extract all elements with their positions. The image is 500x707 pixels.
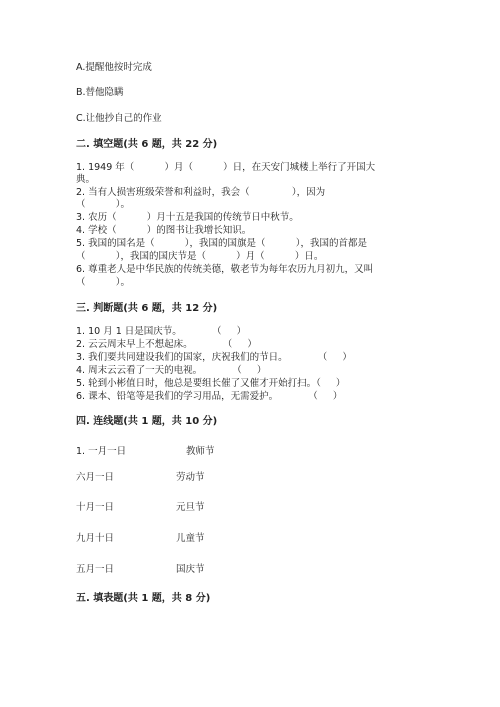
match-date: 五月一日 bbox=[76, 564, 115, 575]
match-holiday: 教师节 bbox=[186, 446, 215, 457]
match-date: 1. 一月一日 bbox=[76, 446, 127, 457]
section-5-title: 五. 填表题(共 1 题，共 8 分) bbox=[76, 593, 211, 604]
match-date: 十月一日 bbox=[76, 502, 115, 513]
judge-line: 6. 课本、铅笔等是我们的学习用品，无需爱护。 （ ） bbox=[76, 391, 343, 402]
option-c: C.让他抄自己的作业 bbox=[76, 113, 162, 124]
fill-line: （ ），我国的国庆节是（ ）月（ ）日。 bbox=[76, 251, 324, 262]
match-holiday: 国庆节 bbox=[176, 564, 205, 575]
fill-line: 6. 尊重老人是中华民族的传统美德，敬老节为每年农历九月初九，又叫 bbox=[76, 264, 374, 275]
match-holiday: 元旦节 bbox=[176, 502, 205, 513]
section-3-title: 三. 判断题(共 6 题，共 12 分) bbox=[76, 303, 218, 314]
fill-line: 3. 农历（ ）月十五是我国的传统节日中秋节。 bbox=[76, 212, 299, 223]
fill-line: （ ）。 bbox=[76, 277, 130, 288]
match-date: 六月一日 bbox=[76, 472, 115, 483]
judge-line: 2. 云云周末早上不想起床。 （ ） bbox=[76, 339, 257, 350]
fill-line: 4. 学校（ ）的图书让我增长知识。 bbox=[76, 225, 252, 236]
judge-line: 3. 我们要共同建设我们的国家，庆祝我们的节日。 （ ） bbox=[76, 352, 352, 363]
option-a: A.提醒他按时完成 bbox=[76, 62, 152, 73]
judge-line: 1. 10 月 1 日是国庆节。 （ ） bbox=[76, 326, 247, 337]
judge-line: 4. 周末云云看了一天的电视。 （ ） bbox=[76, 365, 267, 376]
option-b: B.替他隐瞒 bbox=[76, 87, 124, 98]
fill-line: （ ）。 bbox=[76, 199, 130, 210]
section-2-title: 二. 填空题(共 6 题，共 22 分) bbox=[76, 139, 218, 150]
match-date: 九月十日 bbox=[76, 533, 115, 544]
fill-line: 典。 bbox=[76, 174, 96, 185]
match-holiday: 劳动节 bbox=[176, 472, 205, 483]
match-holiday: 儿童节 bbox=[176, 533, 205, 544]
fill-line: 5. 我国的国名是（ ），我国的国旗是（ ），我国的首都是 bbox=[76, 238, 367, 249]
fill-line: 1. 1949 年（ ）月（ ）日，在天安门城楼上举行了开国大 bbox=[76, 162, 376, 173]
section-4-title: 四. 连线题(共 1 题，共 10 分) bbox=[76, 416, 218, 427]
fill-line: 2. 当有人损害班级荣誉和利益时，我会（ ），因为 bbox=[76, 187, 326, 198]
judge-line: 5. 轮到小彬值日时，他总是要组长催了又催才开始打扫。（ ） bbox=[76, 378, 346, 389]
